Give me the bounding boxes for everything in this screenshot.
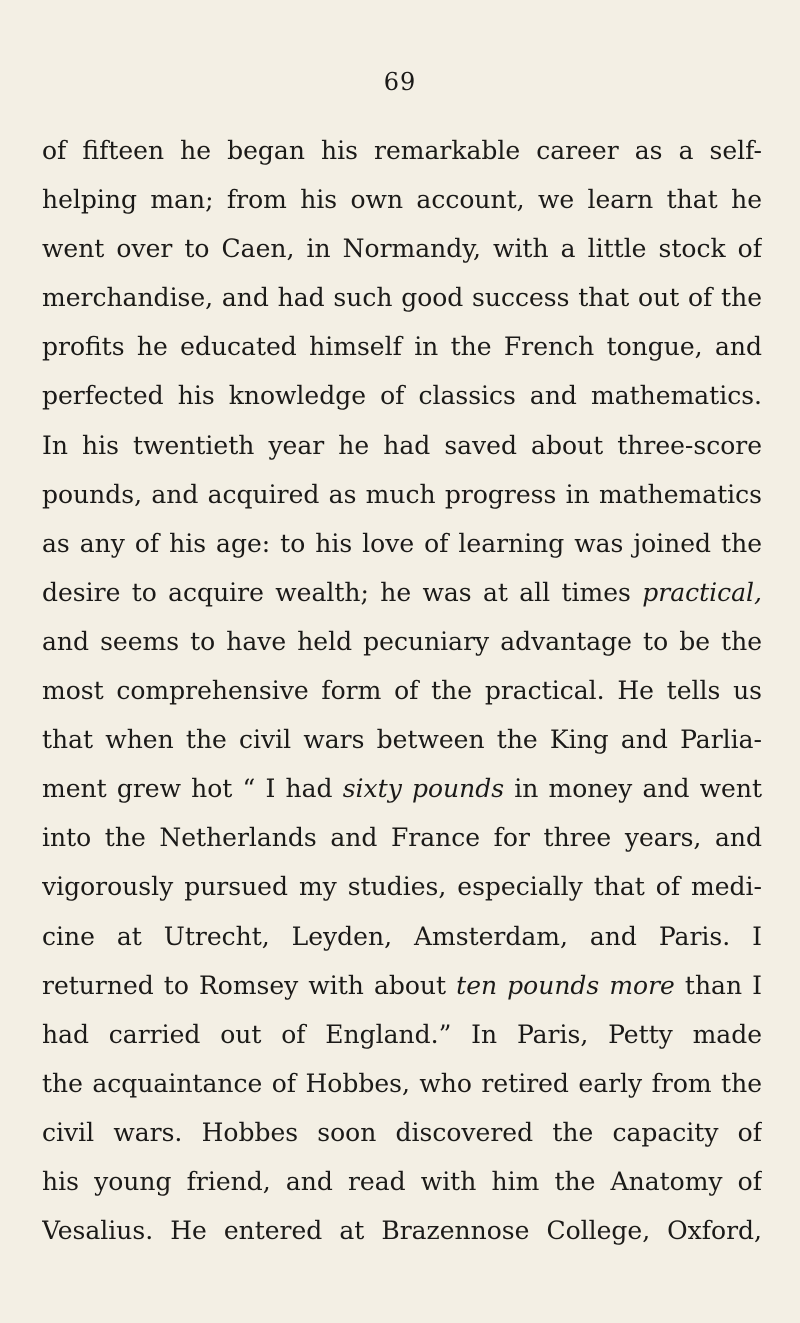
text-line: cine at Utrecht, Leyden, Amsterdam, and Paris. I	[42, 921, 762, 951]
text-line: helping man; from his own account, we learn that he	[42, 185, 762, 215]
text-line: profits he educated himself in the French tongue, and	[42, 332, 762, 362]
text-line: pounds, and acquired as much progress in mathematics	[42, 479, 762, 509]
italic-emphasis: ten pounds more	[456, 970, 675, 1000]
text-line: vigorously pursued my studies, especially that of medi-	[42, 872, 762, 902]
text-line: and seems to have held pecuniary advantage to be the	[42, 626, 762, 656]
body-text	[42, 126, 762, 1255]
text-line	[42, 764, 762, 813]
text-line: civil wars. Hobbes soon discovered the capacity of	[42, 1117, 762, 1147]
italic-emphasis: sixty pounds	[342, 774, 505, 804]
text-run: returned to Romsey with about	[42, 970, 457, 1000]
text-line: went over to Caen, in Normandy, with a little stock of	[42, 234, 762, 264]
text-run: ment grew hot “ I had	[42, 774, 343, 804]
text-line: the acquaintance of Hobbes, who retired early from the	[42, 1068, 762, 1098]
text-line: that when the civil wars between the King and Parlia-	[42, 725, 762, 755]
text-line	[42, 568, 762, 617]
text-line: had carried out of England.” In Paris, Petty made	[42, 1019, 762, 1049]
italic-emphasis: practical,	[642, 577, 762, 607]
text-line: most comprehensive form of the practical. He tells us	[42, 676, 762, 706]
text-run: than I	[674, 970, 762, 1000]
text-line: Vesalius. He entered at Brazennose College, Oxford,	[42, 1216, 762, 1246]
text-line: into the Netherlands and France for three years, and	[42, 823, 762, 853]
text-line: of fifteen he began his remarkable career as a self-	[42, 136, 762, 165]
text-run: desire to acquire wealth; he was at all times	[42, 577, 643, 607]
text-line: In his twentieth year he had saved about three-score	[42, 430, 762, 460]
text-line: as any of his age: to his love of learning was joined the	[42, 528, 762, 558]
text-line: perfected his knowledge of classics and mathematics.	[42, 381, 762, 411]
page-number: 69	[383, 68, 417, 96]
text-line: merchandise, and had such good success that out of the	[42, 283, 762, 313]
text-line	[42, 961, 762, 1010]
text-run: in money and went	[504, 774, 762, 804]
text-line: his young friend, and read with him the Anatomy of	[42, 1166, 762, 1196]
